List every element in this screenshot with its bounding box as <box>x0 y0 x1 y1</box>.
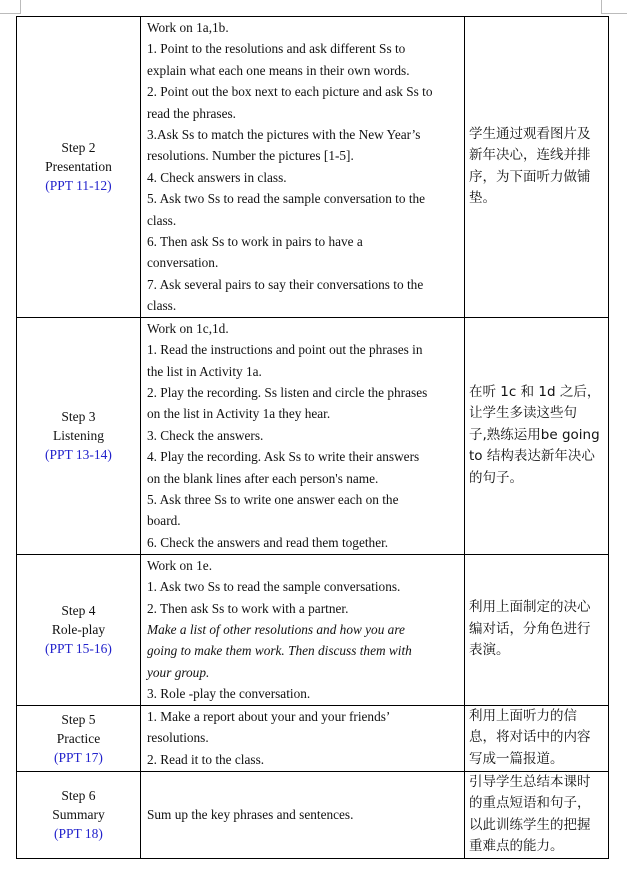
purpose-line: 写成一篇报道。 <box>469 750 564 767</box>
procedure-line: your group. <box>147 664 210 680</box>
purpose-line: 让学生多读这些句 <box>469 405 577 422</box>
procedure-line: 6. Then ask Ss to work in pairs to have a <box>147 234 363 250</box>
page-corner-mark <box>0 13 20 14</box>
lesson-plan-table <box>16 16 609 859</box>
table-row <box>17 554 609 705</box>
purpose-cell <box>465 705 609 771</box>
purpose-cell <box>465 771 609 858</box>
ppt-reference[interactable]: (PPT 11-12) <box>45 178 112 194</box>
procedure-line: 2. Read it to the class. <box>147 751 265 767</box>
procedure-line: 6. Check the answers and read them together. <box>147 534 389 550</box>
procedure-line: Make a list of other resolutions and how you are <box>147 621 405 637</box>
step-number: Step 4 <box>61 603 96 619</box>
procedure-line: class. <box>147 298 177 314</box>
step-cell <box>17 17 141 318</box>
purpose-line: 学生通过观看图片及 <box>469 125 591 142</box>
step-cell <box>17 317 141 554</box>
procedure-line: 2. Play the recording. Ss listen and circle the phrases <box>147 384 428 400</box>
step-name: Practice <box>56 730 101 746</box>
purpose-line: 利用上面听力的信 <box>469 707 577 724</box>
procedure-line: 5. Ask two Ss to read the sample conversation to the <box>147 191 426 207</box>
procedure-line: 2. Then ask Ss to work with a partner. <box>147 600 349 616</box>
procedure-line: class. <box>147 212 177 228</box>
table-row <box>17 317 609 554</box>
procedure-cell <box>141 17 465 318</box>
procedure-line: 4. Check answers in class. <box>147 169 287 185</box>
purpose-line: 以此训练学生的把握 <box>469 816 591 833</box>
purpose-line: 在听 1c 和 1d 之后， <box>469 383 601 400</box>
purpose-line: 表演。 <box>469 642 510 659</box>
purpose-line: 垫。 <box>469 190 496 207</box>
purpose-cell <box>465 554 609 705</box>
purpose-line: 序，为下面听力做铺 <box>469 168 591 185</box>
procedure-line: Work on 1c,1d. <box>147 320 229 336</box>
procedure-line: 7. Ask several pairs to say their conversations to the <box>147 276 424 292</box>
step-number: Step 6 <box>61 788 96 804</box>
procedure-line: 3. Check the answers. <box>147 427 264 443</box>
step-cell <box>17 771 141 858</box>
procedure-line: read the phrases. <box>147 105 236 121</box>
procedure-line: 3.Ask Ss to match the pictures with the New Year’s <box>147 127 421 143</box>
purpose-line: 利用上面制定的决心 <box>469 599 591 616</box>
procedure-line: 1. Point to the resolutions and ask different Ss to <box>147 41 406 57</box>
purpose-line: 子,熟练运用be going <box>469 426 600 443</box>
procedure-line: 1. Read the instructions and point out the phrases in <box>147 342 423 358</box>
step-name: Role-play <box>51 622 106 638</box>
table-row <box>17 771 609 858</box>
ppt-reference[interactable]: (PPT 17) <box>54 749 103 765</box>
procedure-line: resolutions. Number the pictures [1-5]. <box>147 148 354 164</box>
procedure-line: 4. Play the recording. Ask Ss to write their answers <box>147 449 420 465</box>
procedure-line: 2. Point out the box next to each picture and ask Ss to <box>147 84 433 100</box>
procedure-line: Work on 1e. <box>147 557 213 573</box>
procedure-line: explain what each one means in their own words. <box>147 62 410 78</box>
purpose-line: 息，将对话中的内容 <box>469 729 591 746</box>
step-cell <box>17 554 141 705</box>
procedure-line: 3. Role -play the conversation. <box>147 686 311 702</box>
step-cell <box>17 705 141 771</box>
table-row <box>17 705 609 771</box>
page-corner-mark <box>601 13 627 14</box>
procedure-line: resolutions. <box>147 730 209 746</box>
step-name: Presentation <box>45 159 112 175</box>
procedure-line: Sum up the key phrases and sentences. <box>147 806 354 822</box>
purpose-line: 的句子。 <box>469 469 523 486</box>
purpose-line: to 结构表达新年决心 <box>469 448 595 465</box>
page-corner-mark <box>601 0 602 14</box>
step-name: Listening <box>53 428 104 444</box>
procedure-cell <box>141 317 465 554</box>
purpose-line: 引导学生总结本课时 <box>469 773 591 790</box>
purpose-line: 重难点的能力。 <box>469 838 564 855</box>
procedure-line: 1. Ask two Ss to read the sample conversations. <box>147 579 401 595</box>
procedure-line: 5. Ask three Ss to write one answer each on the <box>147 491 399 507</box>
step-name: Summary <box>52 807 105 823</box>
purpose-line: 新年决心，连线并排 <box>469 147 591 164</box>
purpose-cell <box>465 17 609 318</box>
purpose-line: 编对话，分角色进行 <box>469 620 591 637</box>
page-corner-mark <box>20 0 21 14</box>
procedure-line: Work on 1a,1b. <box>147 20 229 35</box>
procedure-line: board. <box>147 513 181 529</box>
step-number: Step 2 <box>61 140 96 156</box>
procedure-line: the list in Activity 1a. <box>147 363 262 379</box>
step-number: Step 3 <box>61 409 96 425</box>
ppt-reference[interactable]: (PPT 15-16) <box>45 641 112 657</box>
table-row <box>17 17 609 318</box>
procedure-cell <box>141 771 465 858</box>
step-number: Step 5 <box>61 711 96 727</box>
procedure-line: conversation. <box>147 255 219 271</box>
purpose-line: 的重点短语和句子， <box>469 795 591 812</box>
ppt-reference[interactable]: (PPT 18) <box>54 826 103 842</box>
procedure-line: going to make them work. Then discuss them with <box>147 643 412 659</box>
purpose-cell <box>465 317 609 554</box>
procedure-cell <box>141 705 465 771</box>
procedure-line: 1. Make a report about your and your friends’ <box>147 708 391 724</box>
procedure-cell <box>141 554 465 705</box>
procedure-line: on the list in Activity 1a they hear. <box>147 406 331 422</box>
procedure-line: on the blank lines after each person's name. <box>147 470 379 486</box>
ppt-reference[interactable]: (PPT 13-14) <box>45 447 112 463</box>
